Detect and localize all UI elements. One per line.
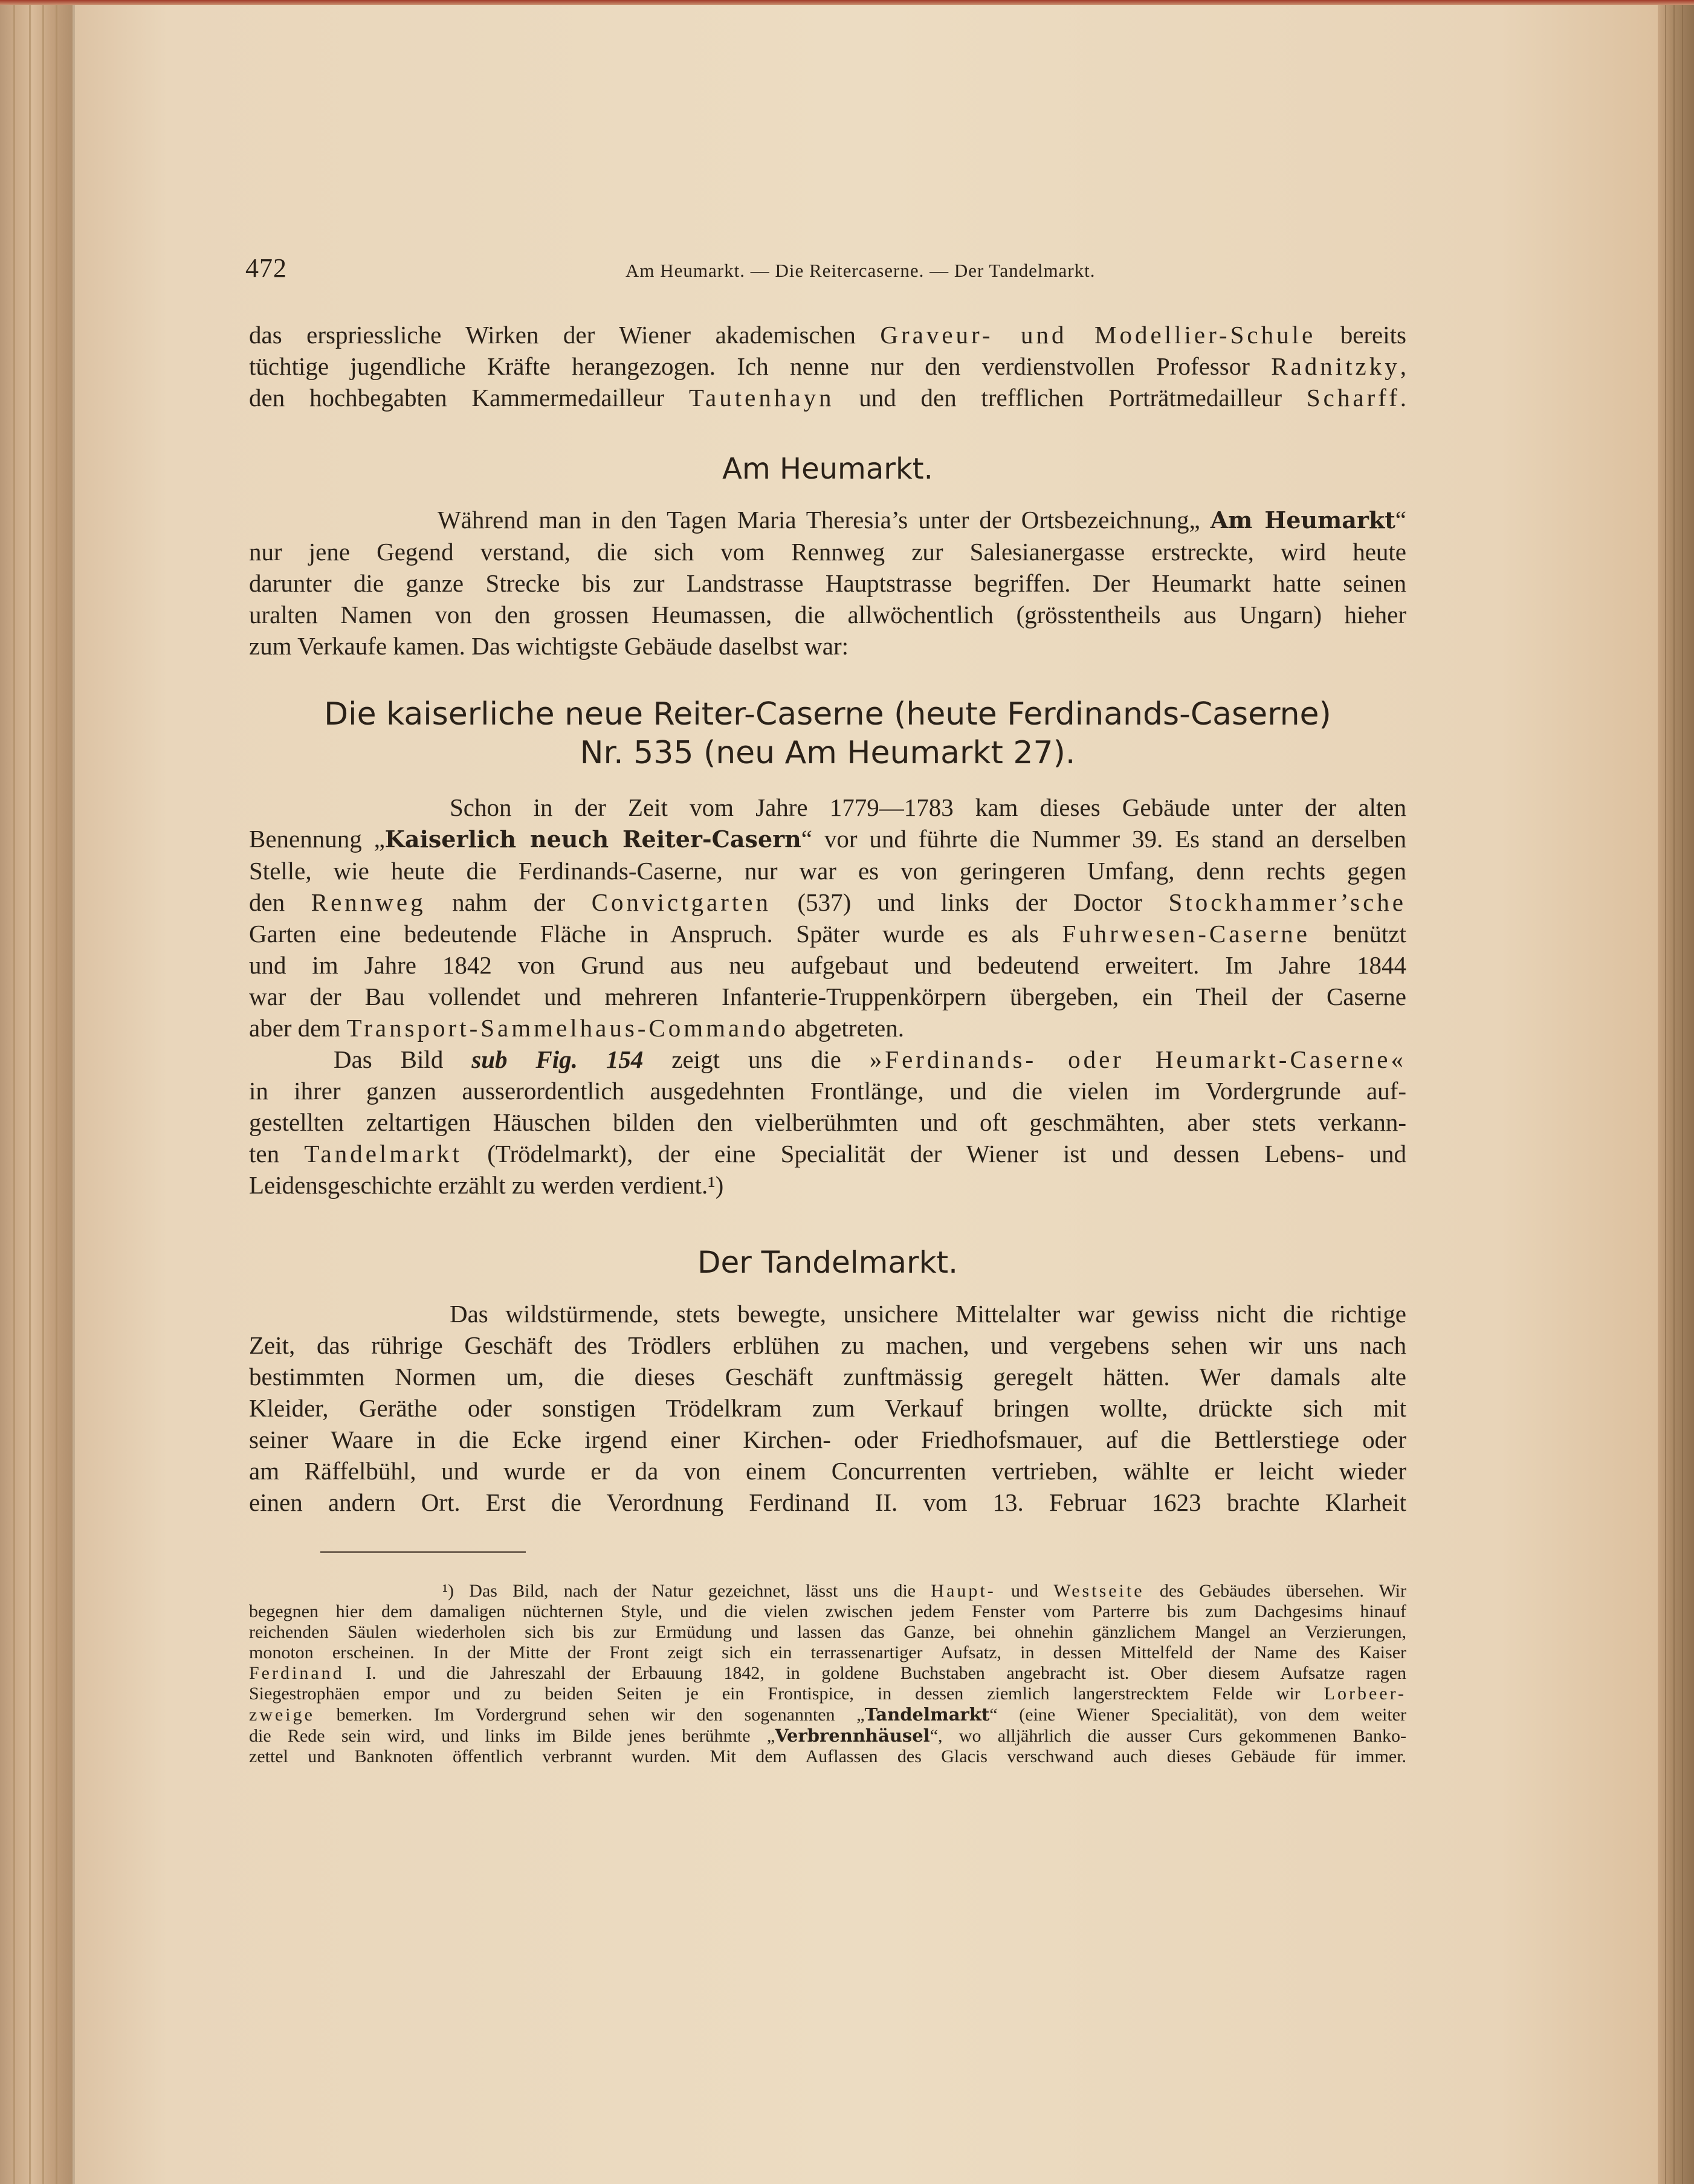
emphasis-text: Tautenhayn bbox=[688, 384, 835, 412]
emphasis-text: zweige bbox=[249, 1705, 315, 1725]
emphasis-text: Rennweg bbox=[311, 888, 426, 916]
emphasis-text: Scharff bbox=[1306, 384, 1400, 412]
text-line: Stelle, wie heute die Ferdinands-Caserne, nur war es von geringeren Umfang, denn rechts gegen bbox=[249, 857, 1406, 885]
heading-line: Die kaiserliche neue Reiter-Caserne (heute Ferdinands-Caserne) bbox=[324, 696, 1331, 732]
text-line: darunter die ganze Strecke bis zur Landstrasse Hauptstrasse begriffen. Der Heumarkt hatte seinen bbox=[249, 569, 1406, 597]
paragraph-caserne bbox=[249, 792, 1406, 1201]
emphasis-text: Ferdinand bbox=[249, 1663, 344, 1683]
emphasis-text: Convictgarten bbox=[591, 888, 771, 916]
figure-reference: sub Fig. 154 bbox=[471, 1045, 644, 1073]
page-number: 472 bbox=[245, 253, 287, 283]
text-line: den hochbegabten Kammermedailleur Tautenhayn und den trefflichen Porträtmedailleur Scharff. bbox=[249, 384, 1406, 412]
footnote bbox=[249, 1581, 1406, 1767]
text-line: in ihrer ganzen ausserordentlich ausgedehnten Frontlänge, und die vielen im Vordergrunde auf- bbox=[249, 1077, 1406, 1105]
heading-line: Nr. 535 (neu Am Heumarkt 27). bbox=[580, 735, 1076, 771]
intro-paragraph bbox=[249, 319, 1406, 413]
text-line: Das Bild sub Fig. 154 zeigt uns die »Ferdinands- oder Heumarkt-Caserne« bbox=[334, 1045, 1406, 1073]
blackletter-text: Tandelmarkt bbox=[864, 1704, 990, 1725]
footnote-rule bbox=[320, 1551, 526, 1553]
text-line: gestellten zeltartigen Häuschen bilden den vielberühmten und oft geschmähten, aber stets verkann- bbox=[249, 1108, 1406, 1136]
page-top-edge bbox=[0, 0, 1694, 5]
text-line: die Rede sein wird, und links im Bilde jenes berühmte „Verbrennhäusel“, wo alljährlich die ausser Curs gekommenen Banko- bbox=[249, 1725, 1406, 1746]
emphasis-text: »Ferdinands- oder Heumarkt-Caserne« bbox=[869, 1045, 1406, 1073]
text-line: bestimmten Normen um, die dieses Geschäft zunftmässig geregelt hätten. Wer damals alte bbox=[249, 1363, 1406, 1391]
text-line: war der Bau vollendet und mehreren Infanterie-Truppenkörpern übergeben, ein Theil der Caserne bbox=[249, 983, 1406, 1010]
emphasis-text: Westseite bbox=[1053, 1581, 1145, 1601]
text-line: ten Tandelmarkt (Trödelmarkt), der eine Specialität der Wiener ist und dessen Lebens- und bbox=[249, 1140, 1407, 1168]
page-edge-right bbox=[1658, 0, 1694, 2184]
text-line: Garten eine bedeutende Fläche in Anspruch. Später wurde es als Fuhrwesen-Caserne benützt bbox=[249, 920, 1406, 948]
section-heading-heumarkt: Am Heumarkt. bbox=[722, 452, 933, 486]
text-line: und im Jahre 1842 von Grund aus neu aufgebaut und bedeutend erweitert. Im Jahre 1844 bbox=[249, 951, 1406, 979]
text-line: seiner Waare in die Ecke irgend einer Kirchen- oder Friedhofsmauer, auf die Bettlerstiege oder bbox=[249, 1426, 1406, 1453]
text-line: Schon in der Zeit vom Jahre 1779—1783 kam dieses Gebäude unter der alten bbox=[450, 793, 1406, 821]
text-line: Leidensgeschichte erzählt zu werden verdient.¹) bbox=[249, 1171, 724, 1199]
text-line: ¹) Das Bild, nach der Natur gezeichnet, lässt uns die Haupt- und Westseite des Gebäudes übersehen. Wir bbox=[442, 1581, 1407, 1601]
text-line: am Räffelbühl, und wurde er da von einem Concurrenten vertrieben, wählte er leicht wieder bbox=[249, 1457, 1406, 1485]
text-line: Kleider, Geräthe oder sonstigen Trödelkram zum Verkauf bringen wollte, drückte sich mit bbox=[249, 1394, 1406, 1422]
emphasis-text: Lorbeer- bbox=[1324, 1684, 1406, 1704]
emphasis-text: Fuhrwesen-Caserne bbox=[1062, 920, 1310, 948]
text-line: zweige bemerken. Im Vordergrund sehen wir den sogenannten „Tandelmarkt“ (eine Wiener Specialität), von dem weiter bbox=[249, 1704, 1406, 1725]
book-gutter bbox=[0, 0, 73, 2184]
text-line: reichenden Säulen wiederholen sich bis zur Ermüdung und lassen das Ganze, bei ohnehin gänzlichem Mangel an Verzierungen, bbox=[249, 1622, 1406, 1642]
text-line: begegnen hier dem damaligen nüchternen Style, und die vielen zwischen jedem Fenster vom Parterre bis zum Dachgesims hinauf bbox=[249, 1601, 1406, 1621]
text-line: Das wildstürmende, stets bewegte, unsichere Mittelalter war gewiss nicht die richtige bbox=[450, 1300, 1406, 1328]
emphasis-text: Graveur- und Modellier-Schule bbox=[880, 321, 1316, 349]
emphasis-text: Transport-Sammelhaus-Commando bbox=[346, 1014, 789, 1042]
emphasis-text: Tandelmarkt bbox=[304, 1140, 462, 1168]
text-line: das erspriessliche Wirken der Wiener akademischen Graveur- und Modellier-Schule bereits bbox=[249, 321, 1406, 349]
text-line: Benennung „Kaiserlich neuch Reiter-Casern“ vor und führte die Nummer 39. Es stand an derselben bbox=[249, 825, 1406, 853]
text-line: einen andern Ort. Erst die Verordnung Ferdinand II. vom 13. Februar 1623 brachte Klarheit bbox=[249, 1488, 1406, 1516]
text-line: Während man in den Tagen Maria Theresia’s unter der Ortsbezeichnung„ Am Heumarkt“ bbox=[438, 506, 1406, 534]
text-line: uralten Namen von den grossen Heumassen, die allwöchentlich (grösstentheils aus Ungarn) hieher bbox=[249, 601, 1406, 628]
text-line: monoton erscheinen. In der Mitte der Front zeigt sich ein terrassenartiger Aufsatz, in dessen Mittelfeld der Name des Kaiser bbox=[249, 1643, 1406, 1662]
text-line: zettel und Banknoten öffentlich verbrannt wurden. Mit dem Auflassen des Glacis verschwand auch dieses Gebäude für immer. bbox=[249, 1746, 1406, 1766]
text-line: nur jene Gegend verstand, die sich vom Rennweg zur Salesianergasse erstreckte, wird heute bbox=[249, 538, 1406, 566]
running-head: Am Heumarkt. — Die Reitercaserne. — Der Tandelmarkt. bbox=[626, 260, 1096, 281]
paragraph-tandelmarkt bbox=[249, 1298, 1406, 1518]
text-line: zum Verkaufe kamen. Das wichtigste Gebäude daselbst war: bbox=[249, 632, 849, 660]
text-line: den Rennweg nahm der Convictgarten (537) und links der Doctor Stockhammer’sche bbox=[249, 888, 1406, 916]
section-heading-tandelmarkt: Der Tandelmarkt. bbox=[697, 1245, 959, 1280]
emphasis-text: Radnitzky bbox=[1271, 352, 1400, 380]
text-line: Ferdinand I. und die Jahreszahl der Erbauung 1842, in goldene Buchstaben angebracht ist. Ober diesem Aufsatze ragen bbox=[249, 1663, 1406, 1683]
text-line: Siegestrophäen empor und zu beiden Seiten je ein Frontispice, in dessen ziemlich langerstrecktem Felde wir Lorbeer- bbox=[249, 1684, 1406, 1704]
section-heading-caserne bbox=[249, 695, 1406, 772]
blackletter-text: Kaiserlich neuch Reiter-Casern bbox=[384, 825, 801, 853]
text-line: aber dem Transport-Sammelhaus-Commando abgetreten. bbox=[249, 1014, 904, 1042]
blackletter-text: Am Heumarkt bbox=[1210, 506, 1395, 534]
blackletter-text: Verbrennhäusel bbox=[775, 1725, 930, 1746]
text-line: tüchtige jugendliche Kräfte herangezogen. Ich nenne nur den verdienstvollen Professor Radnitzky, bbox=[249, 352, 1406, 380]
paragraph-heumarkt bbox=[249, 504, 1406, 662]
emphasis-text: Stockhammer’sche bbox=[1168, 888, 1406, 916]
text-line: Zeit, das rührige Geschäft des Trödlers erblühen zu machen, und vergebens sehen wir uns nach bbox=[249, 1331, 1406, 1359]
emphasis-text: Haupt- bbox=[931, 1581, 996, 1601]
